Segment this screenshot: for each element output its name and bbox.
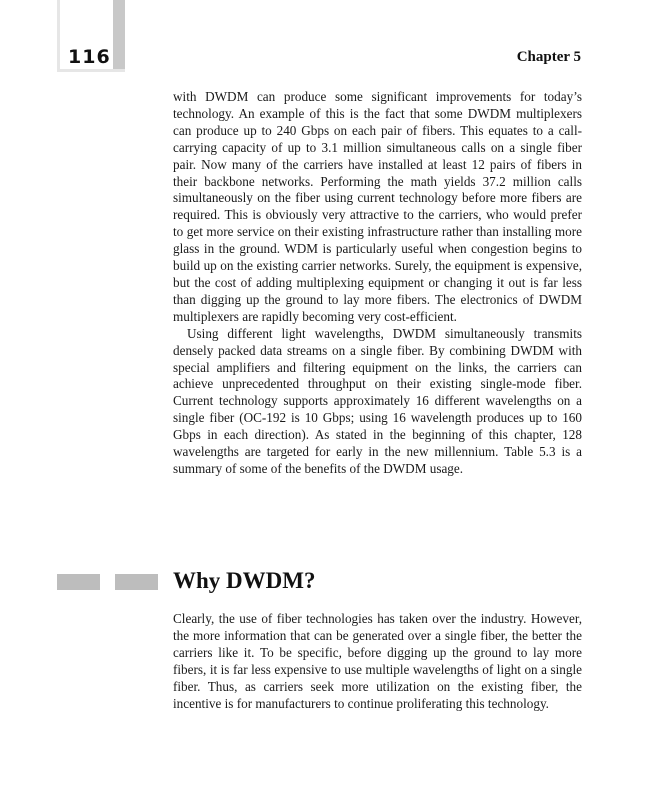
section-marker-bar-left <box>57 574 100 590</box>
section-marker-bar-right <box>115 574 158 590</box>
paragraph-why-dwdm: Clearly, the use of fiber technologies has taken over the industry. However, the more information that can be generated over a single fiber, the better the carriers like it. To be specific, before digging up the ground to lay more fibers, it is far less expensive to use multiple wavelengths of light on a single fiber. Thus, as carriers seek more utilization on the existing fiber, the incentive is for manufacturers to continue proliferating this technology. <box>173 611 582 711</box>
section-heading: Why DWDM? <box>173 568 316 593</box>
paragraph-wavelengths: Using different light wavelengths, DWDM simultaneously transmits densely packed data streams on a single fiber. By combining DWDM with special amplifiers and filtering equipment on the links, the carriers can achieve unprecedented throughput on their existing single-mode fiber. Current technology supports approximately 16 different wavelengths on a single fiber (OC-192 is 10 Gbps; using 16 wavelength produces up to 160 Gbps in each direction). As stated in the beginning of this chapter, 128 wavelengths are targeted for early in the new millennium. Table 5.3 is a summary of some of the benefits of the DWDM usage. <box>173 325 582 476</box>
running-head-chapter: Chapter 5 <box>516 49 581 65</box>
paragraph-continuation: with DWDM can produce some significant improvements for today’s technology. An example of this is the fact that some DWDM multiplexers can produce up to 240 Gbps on each pair of fibers. This equates to a call-carrying capacity of up to 3.1 million simultaneous calls on a single fiber pair. Now many of the carriers have installed at least 12 pairs of fibers in their backbone networks. Performing the math yields 37.2 million calls simultaneously on the fiber using current technology before more fibers are required. This is obviously very attractive to the carriers, who would prefer to get more service on their existing infrastructure rather than installing more glass in the ground. WDM is particularly useful when congestion begins to build up on the existing carrier networks. Surely, the equipment is expensive, but the cost of adding multiplexing equipment or changing it out is far less than digging up the ground to lay more fibers. The electronics of DWDM multiplexers are rapidly becoming very cost-efficient. <box>173 89 582 324</box>
page-number: 116 <box>68 46 111 68</box>
page-tab-edge-right <box>113 0 125 72</box>
page-tab-bottom-rule <box>57 69 125 72</box>
page-tab-edge-left <box>57 0 60 72</box>
body-text-block <box>173 89 582 478</box>
section-body-text <box>173 611 582 712</box>
